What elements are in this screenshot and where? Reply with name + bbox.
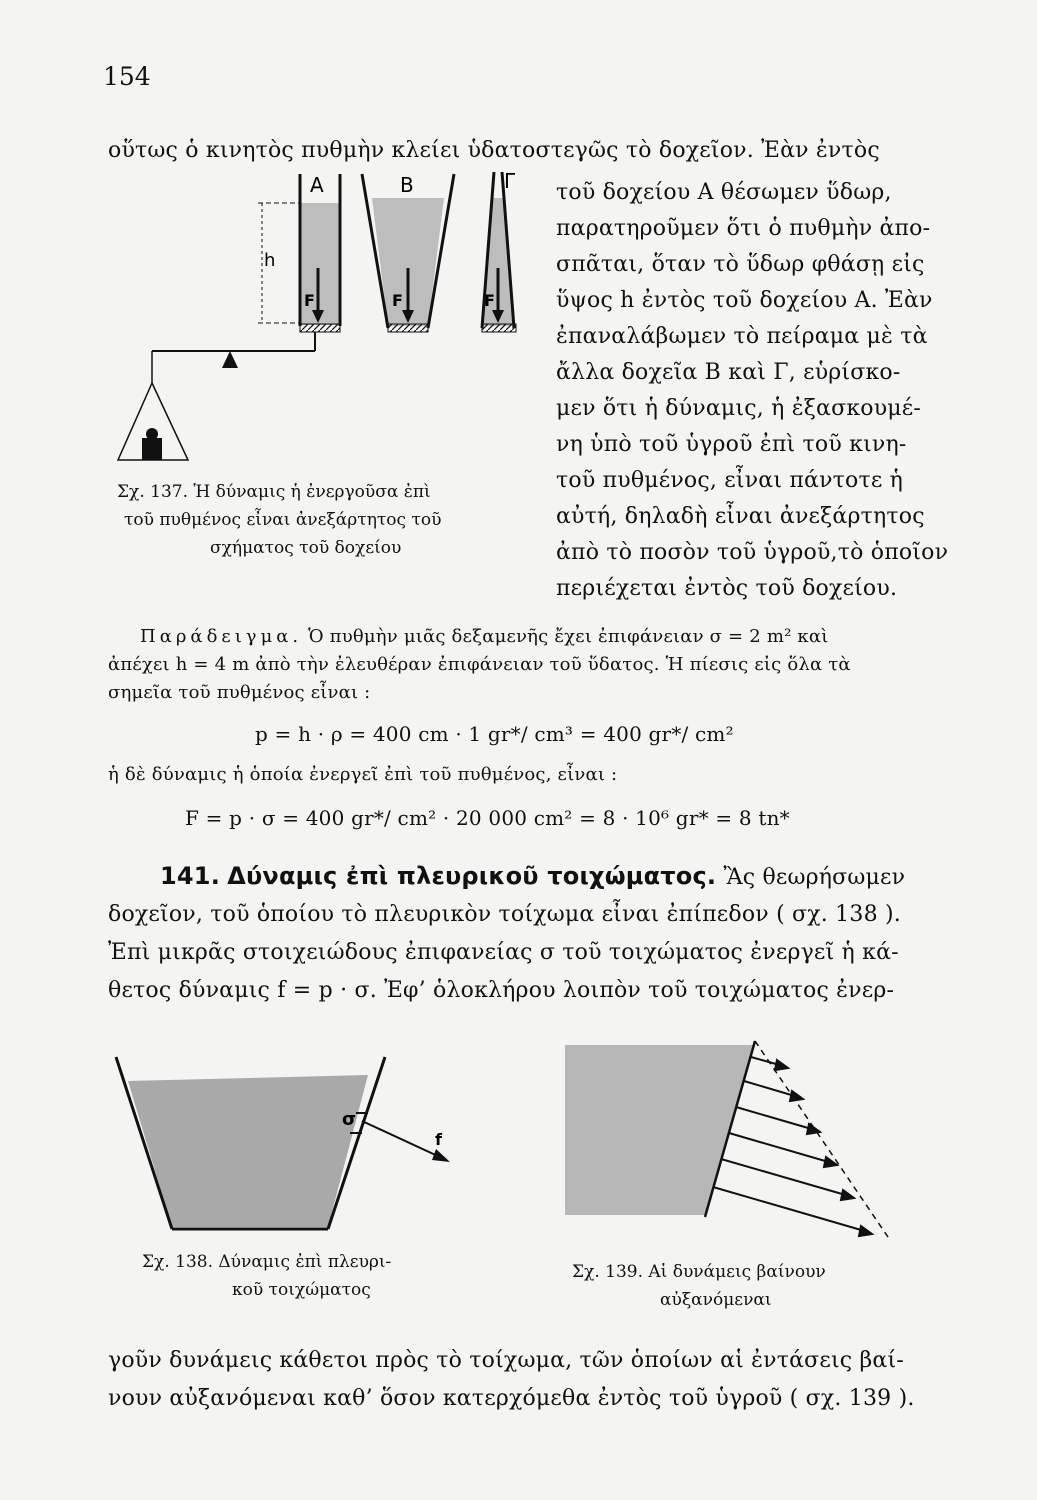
force-f-label-b: F: [392, 291, 403, 310]
section-line-1-rest: Ἂς θεωρήσωμεν: [723, 865, 906, 890]
figure-139: [555, 1035, 915, 1240]
section-line-4: θετος δύναμις f = p · σ. Ἐφ’ ὁλοκλήρου λοιπὸν τοῦ τοιχώματος ἐνερ-: [108, 978, 895, 1003]
intro-right-line: ἐπαναλάβωμεν τὸ πείραμα μὲ τὰ: [556, 324, 928, 349]
figure-137: [110, 168, 550, 478]
height-h-label: h: [264, 250, 276, 271]
example-line-3: σημεῖα τοῦ πυθμένος εἶναι :: [108, 682, 371, 703]
vessel-g-label: Γ: [504, 169, 516, 193]
intro-right-line: ἄλλα δοχεῖα Β καὶ Γ, εὑρίσκο-: [556, 360, 901, 385]
example-line-4: ἡ δὲ δύναμις ἡ ὁποία ἐνεργεῖ ἐπὶ τοῦ πυθμένος, εἶναι :: [108, 764, 618, 785]
closing-line-1: γοῦν δυνάμεις κάθετοι πρὸς τὸ τοίχωμα, τῶν ὁποίων αἱ ἐντάσεις βαί-: [108, 1348, 904, 1373]
intro-right-line: ἀπὸ τὸ ποσὸν τοῦ ὑγροῦ,τὸ ὁποῖον: [556, 540, 949, 565]
example-line-2: ἀπέχει h = 4 m ἀπὸ τὴν ἐλευθέραν ἐπιφάνειαν τοῦ ὕδατος. Ἡ πίεσις εἰς ὅλα τὰ: [108, 654, 851, 675]
example-text: Ὁ πυθμὴν μιᾶς δεξαμενῆς ἔχει ἐπιφάνειαν σ = 2 m² καὶ: [308, 626, 829, 647]
figure-137-caption-line: Σχ. 137. Ἡ δύναμις ἡ ἐνεργοῦσα ἐπὶ: [117, 482, 431, 502]
intro-right-line: αὐτή, δηλαδὴ εἶναι ἀνεξάρτητος: [556, 504, 925, 529]
intro-line-1: οὕτως ὁ κινητὸς πυθμὴν κλείει ὑδατοστεγῶς τὸ δοχεῖον. Ἐὰν ἐντὸς: [108, 138, 880, 163]
closing-line-2: νουν αὐξανόμεναι καθ’ ὅσον κατερχόμεθα ἐντὸς τοῦ ὑγροῦ ( σχ. 139 ).: [108, 1386, 915, 1411]
section-line-3: Ἐπὶ μικρᾶς στοιχειώδους ἐπιφανείας σ τοῦ τοιχώματος ἐνεργεῖ ἡ κά-: [108, 940, 899, 965]
intro-right-line: ὕψος h ἐντὸς τοῦ δοχείου Α. Ἐὰν: [556, 288, 933, 313]
example-label: Παράδειγμα.: [140, 626, 303, 647]
intro-right-line: νη ὑπὸ τοῦ ὑγροῦ ἐπὶ τοῦ κινη-: [556, 432, 907, 457]
intro-right-line: παρατηροῦμεν ὅτι ὁ πυθμὴν ἀπο-: [556, 216, 931, 241]
formula-force: F = p · σ = 400 gr*/ cm² · 20 000 cm² = 8 · 10⁶ gr* = 8 tn*: [185, 806, 790, 830]
force-f-label-a: F: [304, 291, 315, 310]
intro-right-line: τοῦ δοχείου Α θέσωμεν ὕδωρ,: [556, 180, 892, 205]
vessel-b-label: Β: [400, 173, 414, 197]
figure-138: [110, 1055, 480, 1245]
figure-137-caption-line: τοῦ πυθμένος εἶναι ἀνεξάρτητος τοῦ: [124, 510, 442, 530]
force-f-label-g: F: [484, 291, 495, 310]
figure-139-caption-line: αὐξανόμεναι: [660, 1290, 772, 1310]
formula-pressure: p = h · ρ = 400 cm · 1 gr*/ cm³ = 400 gr*/ cm²: [255, 722, 734, 746]
section-number: 141.: [160, 862, 221, 890]
figure-138-caption-line: κοῦ τοιχώματος: [232, 1280, 371, 1300]
intro-right-line: τοῦ πυθμένος, εἶναι πάντοτε ἡ: [556, 468, 904, 493]
section-line-2: δοχεῖον, τοῦ ὁποίου τὸ πλευρικὸν τοίχωμα εἶναι ἐπίπεδον ( σχ. 138 ).: [108, 902, 901, 927]
section-heading: [160, 862, 905, 890]
example-line-1: [140, 626, 829, 647]
intro-right-line: μεν ὅτι ἡ δύναμις, ἡ ἐξασκουμέ-: [556, 396, 922, 421]
intro-right-line: περιέχεται ἐντὸς τοῦ δοχείου.: [556, 576, 898, 601]
force-f-label: f: [435, 1130, 442, 1149]
figure-137-caption-line: σχήματος τοῦ δοχείου: [210, 538, 402, 558]
vessel-a-label: Α: [310, 173, 324, 197]
figure-139-caption-line: Σχ. 139. Αἱ δυνάμεις βαίνουν: [572, 1262, 826, 1282]
section-title: Δύναμις ἐπὶ πλευρικοῦ τοιχώματος.: [227, 862, 717, 890]
page-number: 154: [103, 62, 151, 91]
intro-right-line: σπᾶται, ὅταν τὸ ὕδωρ φθάσῃ εἰς: [556, 252, 925, 277]
figure-138-caption-line: Σχ. 138. Δύναμις ἐπὶ πλευρι-: [142, 1252, 392, 1272]
sigma-label: σ: [342, 1109, 357, 1130]
